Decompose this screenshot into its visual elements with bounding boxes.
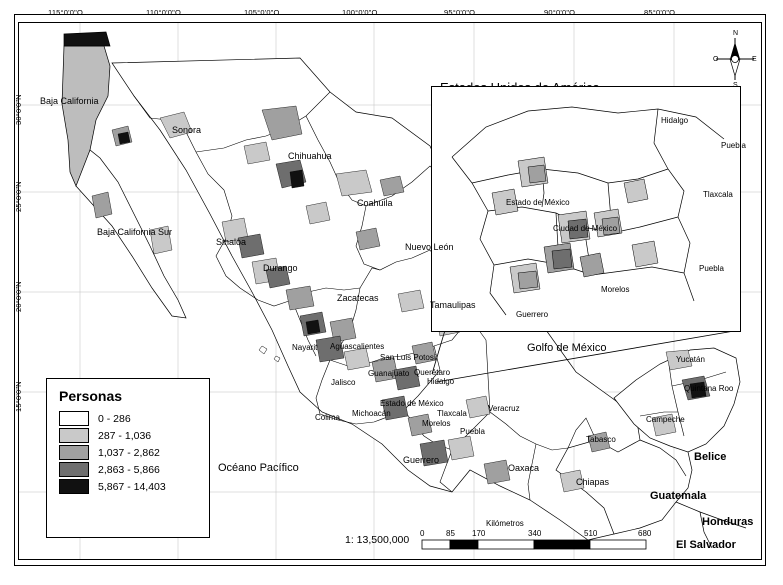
label-puebla: Puebla [460, 427, 485, 436]
label-yucatan: Yucatán [676, 355, 705, 364]
legend-row [47, 444, 209, 461]
scale-tick-3: 340 [528, 529, 542, 538]
label-hidalgo: Hidalgo [427, 377, 455, 386]
inset-label-guerrero: Guerrero [516, 310, 549, 319]
label-veracruz: Veracruz [488, 404, 520, 413]
legend-label-3: 1,037 - 2,862 [98, 446, 160, 459]
legend-label-1: 0 - 286 [98, 412, 131, 425]
grid-label-top-4: 100°0'0"O [342, 8, 378, 17]
label-tamaulipas: Tamaulipas [430, 300, 476, 310]
scale-tick-1: 85 [446, 529, 455, 538]
label-queretaro: Querétaro [414, 368, 451, 377]
label-chiapas: Chiapas [576, 477, 610, 487]
scale-tick-0: 0 [420, 529, 425, 538]
legend-swatch-3 [59, 445, 89, 460]
grid-label-top-5: 95°0'0"O [444, 8, 476, 17]
legend-row [47, 427, 209, 444]
label-morelos: Morelos [422, 419, 451, 428]
grid-label-top-2: 110°0'0"O [146, 8, 182, 17]
legend-swatch-5 [59, 479, 89, 494]
scale-unit-label: Kilómetros [486, 519, 524, 528]
legend-row [47, 461, 209, 478]
label-belice: Belice [694, 451, 727, 463]
north-arrow-label-s: S [733, 82, 738, 89]
grid-label-top-6: 90°0'0"O [544, 8, 576, 17]
grid-label-top-7: 85°0'0"O [644, 8, 676, 17]
label-sonora: Sonora [172, 125, 202, 135]
label-tlaxcala: Tlaxcala [437, 409, 467, 418]
label-oceano-pacifico: Océano Pacífico [218, 462, 299, 474]
inset-map-svg [432, 87, 740, 331]
label-el-salvador: El Salvador [676, 539, 736, 551]
label-colima: Colima [315, 413, 340, 422]
label-sinaloa: Sinaloa [216, 237, 247, 247]
label-honduras: Honduras [702, 516, 754, 528]
label-guatemala: Guatemala [650, 490, 707, 502]
label-guanajuato: Guanajuato [368, 369, 410, 378]
label-nuevo-leon: Nuevo León [405, 242, 454, 252]
label-coahuila: Coahuila [357, 198, 393, 208]
inset-label-hidalgo: Hidalgo [661, 116, 689, 125]
inset-label-tlaxcala: Tlaxcala [703, 190, 733, 199]
inset-label-cdmx: Ciudad de México [553, 224, 618, 233]
scale-tick-2: 170 [472, 529, 486, 538]
label-guerrero: Guerrero [403, 455, 440, 465]
legend-label-4: 2,863 - 5,866 [98, 463, 160, 476]
inset-label-puebla-s: Puebla [699, 264, 724, 273]
scale-bar [418, 538, 658, 552]
label-tabasco: Tabasco [586, 435, 616, 444]
legend-swatch-1 [59, 411, 89, 426]
label-baja-california-sur: Baja California Sur [97, 227, 173, 237]
north-arrow-label-o: O [713, 56, 719, 63]
scale-tick-5: 680 [638, 529, 652, 538]
inset-map-panel [431, 86, 741, 332]
scale-ratio: 1: 13,500,000 [345, 534, 410, 546]
north-arrow-label-n: N [733, 30, 739, 37]
label-aguascalientes: Aguascalientes [330, 342, 385, 351]
label-golfo-de-mexico: Golfo de México [527, 342, 607, 354]
legend-row [47, 410, 209, 427]
legend-row [47, 478, 209, 495]
legend-swatch-4 [59, 462, 89, 477]
grid-label-left-1: 30°0'0"N [14, 94, 23, 125]
label-quintana-roo: Quintana Roo [684, 384, 734, 393]
grid-label-left-2: 25°0'0"N [14, 181, 23, 212]
grid-label-top-3: 105°0'0"O [244, 8, 280, 17]
legend-label-5: 5,867 - 14,403 [98, 480, 166, 493]
label-campeche: Campeche [646, 415, 685, 424]
label-zacatecas: Zacatecas [337, 293, 379, 303]
grid-label-left-4: 15°0'0"N [14, 381, 23, 412]
label-estado-de-mexico: Estado de México [380, 399, 444, 408]
label-durango: Durango [263, 263, 298, 273]
north-arrow-label-e: E [752, 56, 757, 63]
label-baja-california: Baja California [40, 96, 99, 106]
label-chihuahua: Chihuahua [288, 151, 332, 161]
inset-label-edomex: Estado de México [506, 198, 570, 207]
legend-label-2: 287 - 1,036 [98, 429, 152, 442]
inset-label-puebla-n: Puebla [721, 141, 746, 150]
label-nayarit: Nayarit [292, 343, 318, 352]
label-oaxaca: Oaxaca [508, 463, 540, 473]
legend-swatch-2 [59, 428, 89, 443]
legend-panel [46, 378, 210, 538]
inset-label-morelos: Morelos [601, 285, 630, 294]
grid-label-left-3: 20°0'0"N [14, 281, 23, 312]
legend-title: Personas [59, 388, 123, 404]
label-michoacan: Michoacán [352, 409, 391, 418]
grid-label-top-1: 115°0'0"O [48, 8, 84, 17]
label-jalisco: Jalisco [331, 378, 356, 387]
label-san-luis-potosi: San Luis Potosí [380, 353, 437, 362]
scale-tick-4: 510 [584, 529, 598, 538]
